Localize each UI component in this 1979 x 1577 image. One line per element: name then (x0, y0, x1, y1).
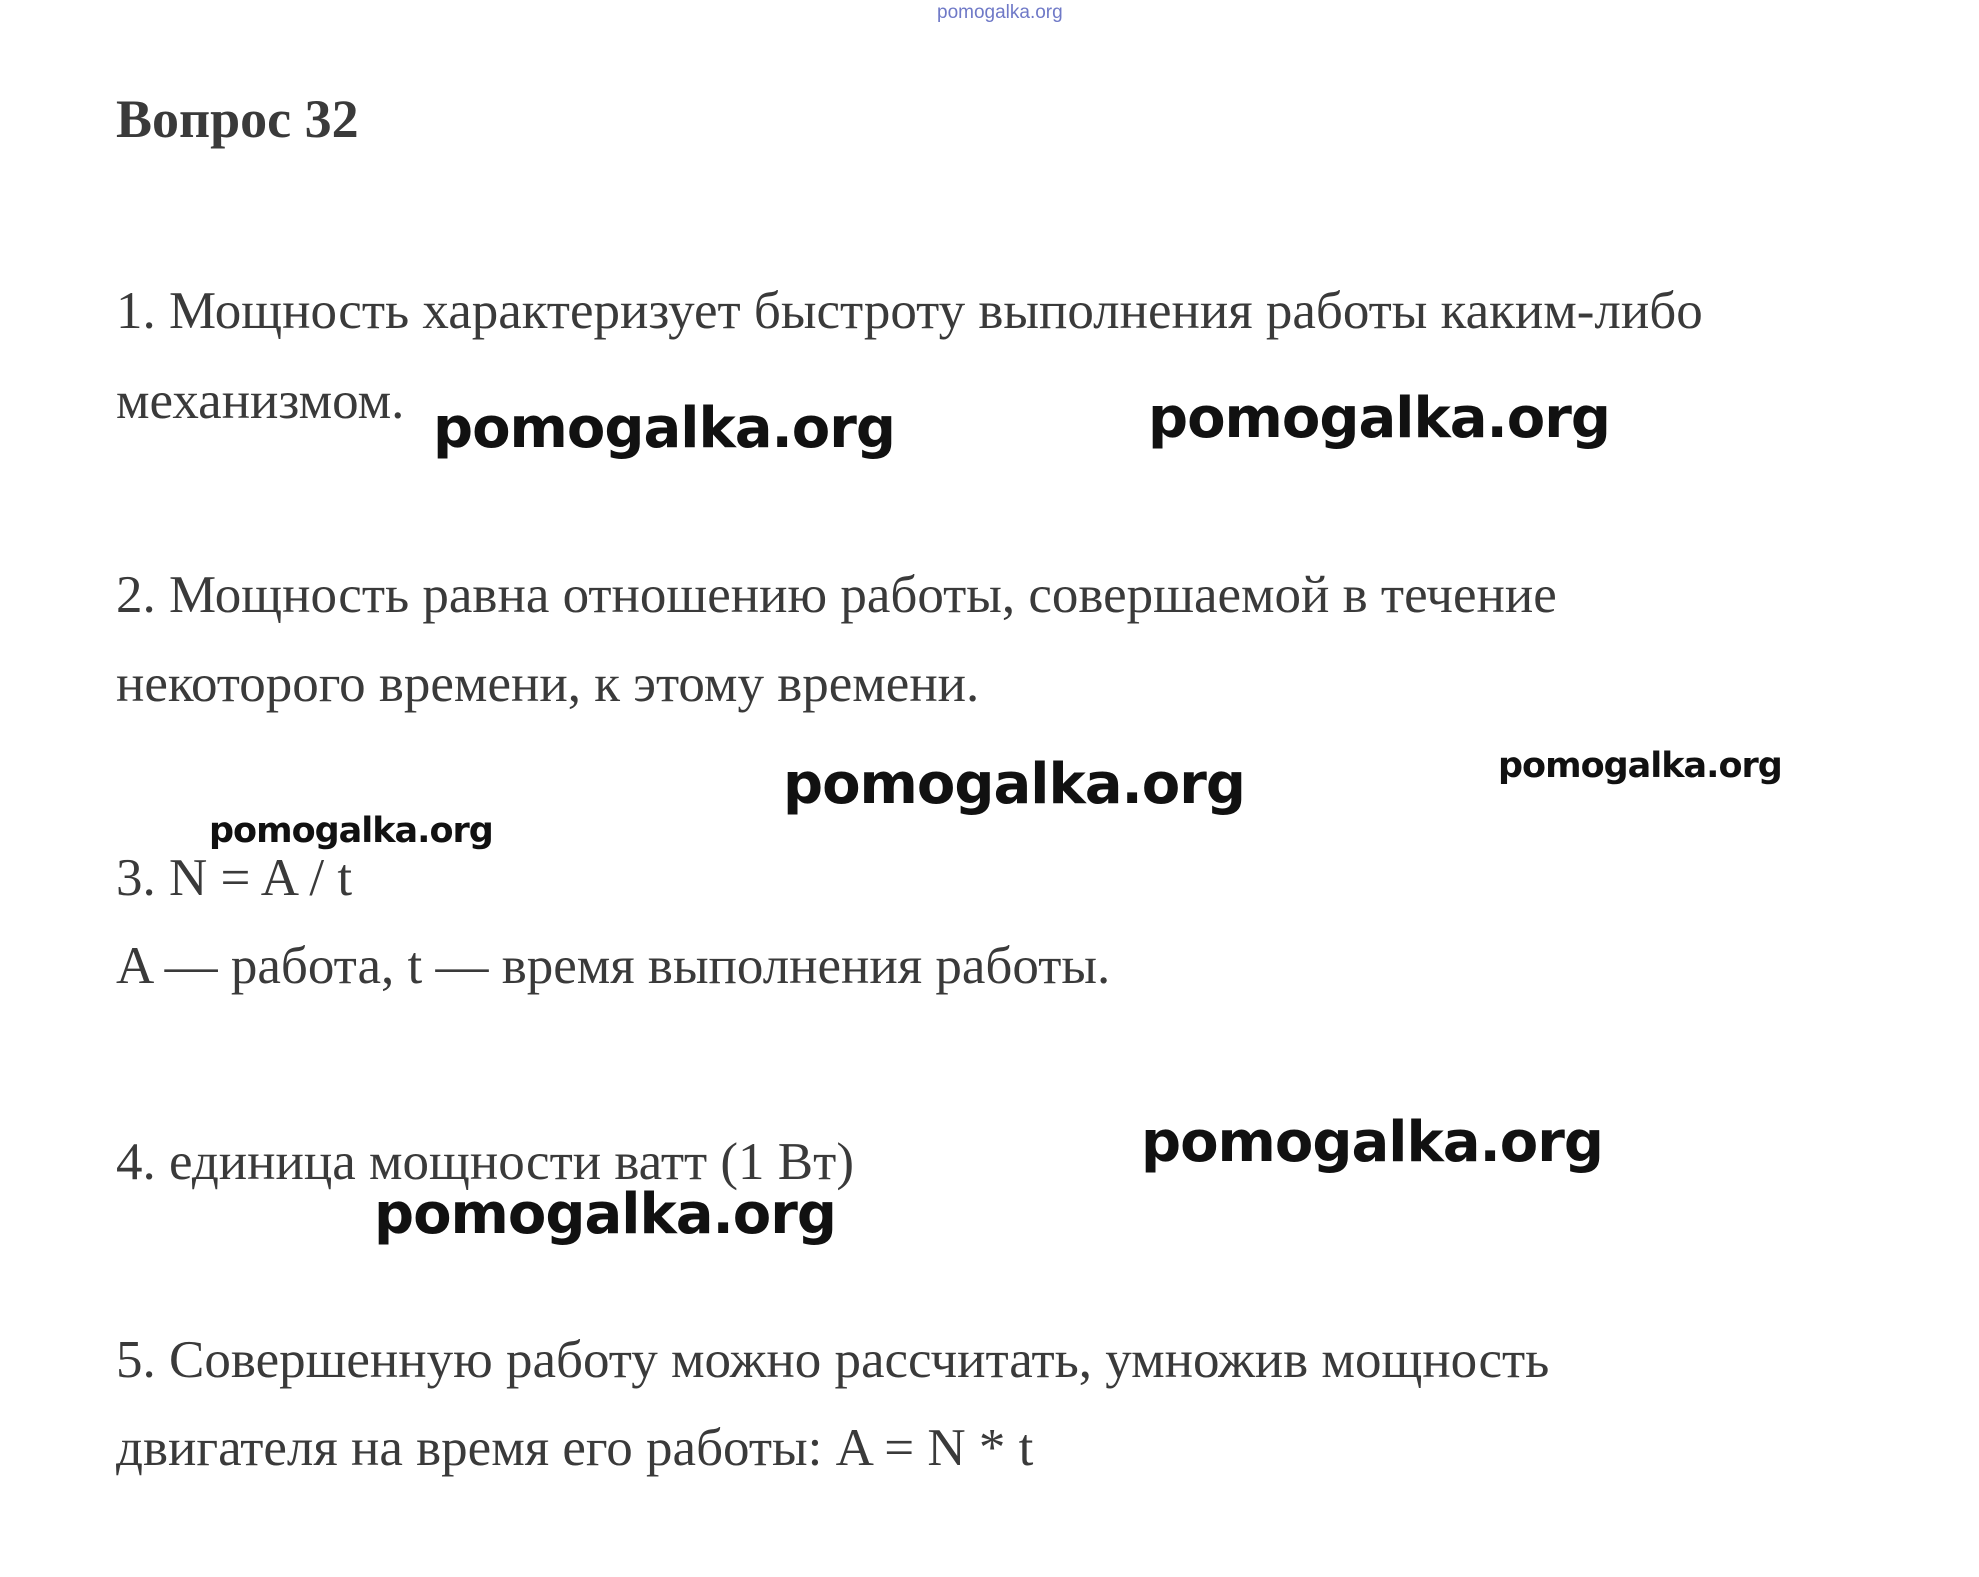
answer-line: 4. единица мощности ватт (1 Вт) (116, 1133, 854, 1191)
answer-line: двигателя на время его работы: A = N * t (116, 1419, 1034, 1477)
watermark: pomogalka.org (374, 1182, 836, 1247)
watermark: pomogalka.org (1498, 746, 1782, 786)
answer-line: некоторого времени, к этому времени. (116, 655, 980, 713)
watermark: pomogalka.org (1141, 1110, 1603, 1175)
answer-line: 3. N = A / t (116, 849, 353, 907)
answer-line: механизмом. (116, 372, 405, 430)
watermark: pomogalka.org (433, 396, 895, 461)
header-site-url: pomogalka.org (937, 2, 1063, 23)
answer-line: A — работа, t — время выполнения работы. (116, 937, 1111, 995)
watermark: pomogalka.org (209, 811, 493, 851)
watermark: pomogalka.org (1148, 386, 1610, 451)
answer-line: 2. Мощность равна отношению работы, совершаемой в течение (116, 566, 1557, 624)
answer-line: 5. Совершенную работу можно рассчитать, умножив мощность (116, 1331, 1550, 1389)
watermark: pomogalka.org (783, 752, 1245, 817)
answer-line: 1. Мощность характеризует быстроту выполнения работы каким-либо (116, 282, 1703, 340)
page-title: Вопрос 32 (116, 89, 359, 149)
